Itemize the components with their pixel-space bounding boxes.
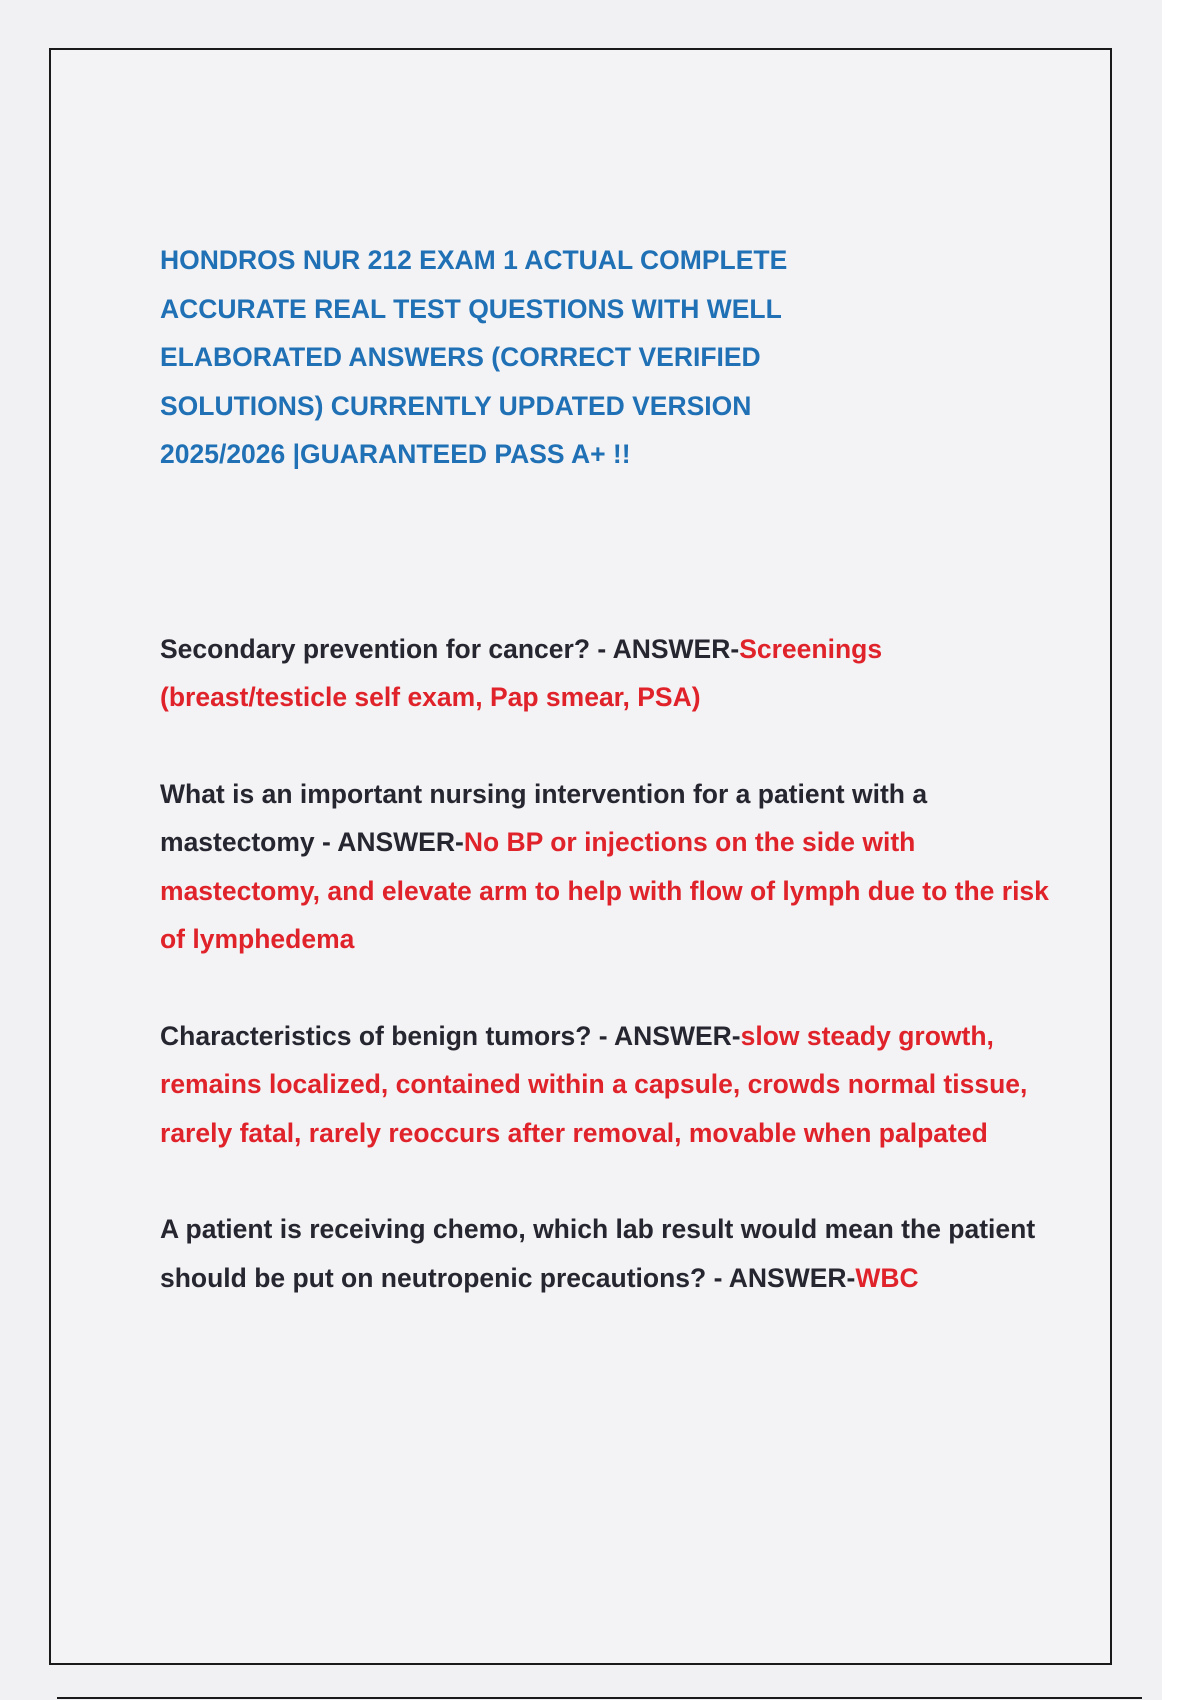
question-text: Secondary prevention for cancer? - ANSWER-: [160, 633, 740, 664]
document-page: [49, 48, 1112, 1665]
question-text: A patient is receiving chemo, which lab result would mean the patient should be put on neutropenic precautions? - ANSWER-: [160, 1214, 1036, 1293]
qa-item: [160, 1012, 1060, 1158]
answer-text: No BP or injections on the side with mastectomy, and elevate arm to help with flow of lymph due to the risk of lymphedema: [160, 827, 1049, 954]
qa-item: [160, 770, 1060, 964]
document-title: HONDROS NUR 212 EXAM 1 ACTUAL COMPLETE ACCURATE REAL TEST QUESTIONS WITH WELL ELABORATED ANSWERS (CORRECT VERIFIED SOLUTIONS) CURRENTLY UPDATED VERSION 2025/2026 |GUARANTEED PASS A+ !!: [160, 245, 788, 469]
answer-text: WBC: [855, 1262, 919, 1293]
question-text: Characteristics of benign tumors? - ANSWER-: [160, 1020, 741, 1051]
answer-text: slow steady growth, remains localized, contained within a capsule, crowds normal tissue, rarely fatal, rarely reoccurs after removal, movable when palpated: [160, 1020, 1028, 1148]
answer-text: Screenings (breast/testicle self exam, Pap smear, PSA): [160, 633, 883, 712]
next-page-top-border: [57, 1697, 1142, 1699]
qa-item: [160, 1205, 1060, 1302]
question-text: What is an important nursing intervention for a patient with a mastectomy - ANSWER-: [160, 778, 928, 857]
page-content: [160, 236, 1060, 1302]
qa-item: [160, 625, 1060, 722]
right-gutter: [1162, 0, 1200, 1700]
